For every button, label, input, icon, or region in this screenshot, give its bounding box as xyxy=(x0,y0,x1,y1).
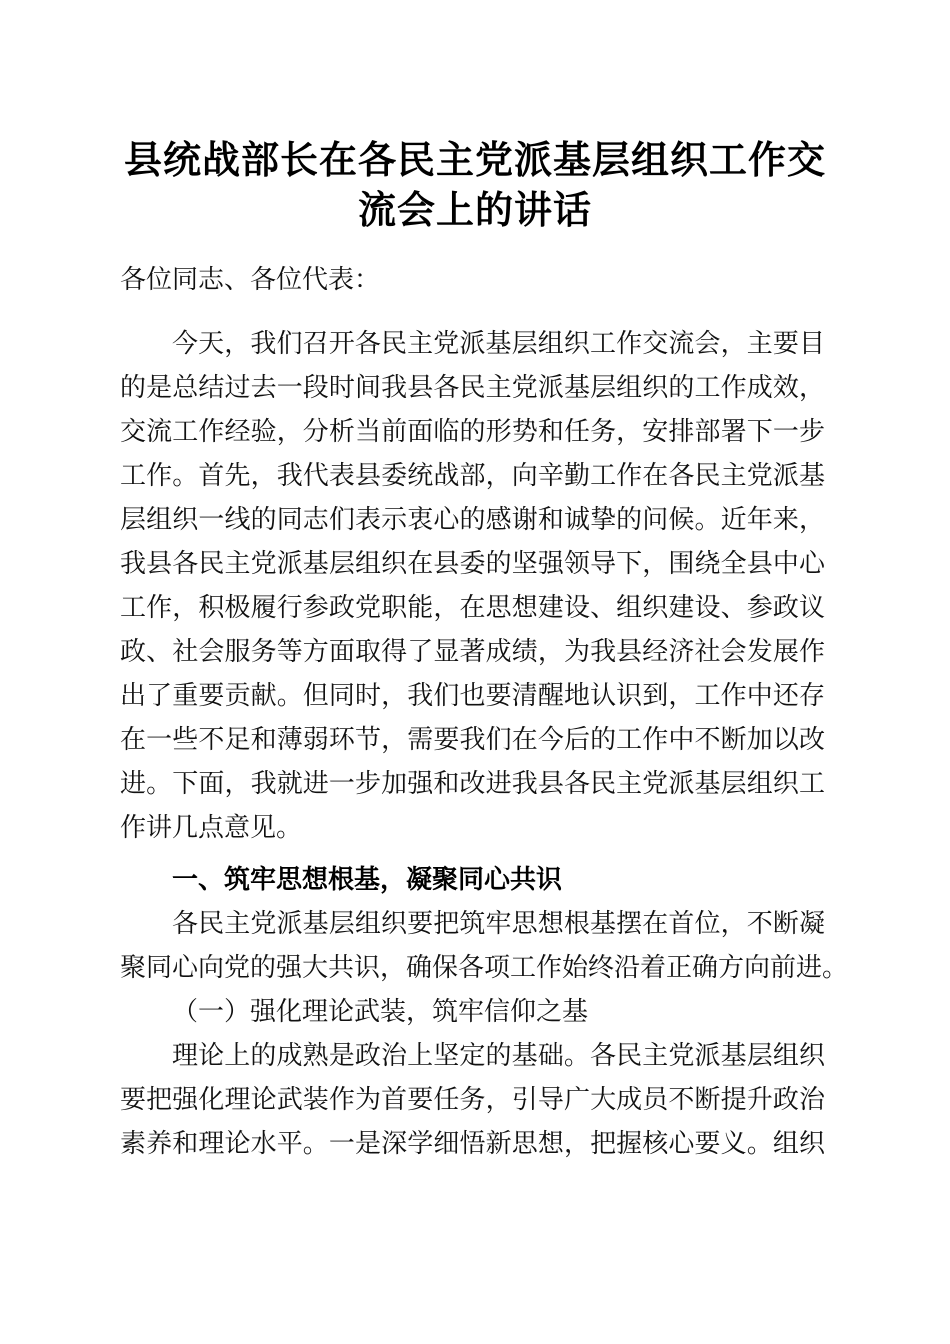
paragraph-line: 进。下面，我就进一步加强和改进我县各民主党派基层组织工 xyxy=(120,769,825,799)
paragraph-line: 作讲几点意见。 xyxy=(120,813,303,843)
paragraph-line: 各民主党派基层组织要把筑牢思想根基摆在首位，不断凝 xyxy=(172,909,825,939)
subsection-heading: （一）强化理论武装，筑牢信仰之基 xyxy=(172,997,589,1027)
paragraph-line: 素养和理论水平。一是深学细悟新思想，把握核心要义。组织 xyxy=(120,1129,825,1159)
section-heading: 一、筑牢思想根基，凝聚同心共识 xyxy=(172,865,563,895)
paragraph-line: 交流工作经验，分析当前面临的形势和任务，安排部署下一步 xyxy=(120,417,825,447)
paragraph-line: 在一些不足和薄弱环节，需要我们在今后的工作中不断加以改 xyxy=(120,725,825,755)
paragraph-line: 今天，我们召开各民主党派基层组织工作交流会，主要目 xyxy=(172,329,825,359)
paragraph-line: 出了重要贡献。但同时，我们也要清醒地认识到，工作中还存 xyxy=(120,681,825,711)
salutation: 各位同志、各位代表： xyxy=(120,265,381,295)
document-title: 县统战部长在各民主党派基层组织工作交流会上的讲话 xyxy=(123,137,826,232)
paragraph-line: 要把强化理论武装作为首要任务，引导广大成员不断提升政治 xyxy=(120,1085,825,1115)
paragraph-line: 的是总结过去一段时间我县各民主党派基层组织的工作成效， xyxy=(120,373,825,403)
paragraph-line: 理论上的成熟是政治上坚定的基础。各民主党派基层组织 xyxy=(172,1041,825,1071)
paragraph-line: 层组织一线的同志们表示衷心的感谢和诚挚的问候。近年来， xyxy=(120,505,825,535)
paragraph-line: 我县各民主党派基层组织在县委的坚强领导下，围绕全县中心 xyxy=(120,549,825,579)
paragraph-line: 政、社会服务等方面取得了显著成绩，为我县经济社会发展作 xyxy=(120,637,825,667)
paragraph-line: 聚同心向党的强大共识，确保各项工作始终沿着正确方向前进。 xyxy=(120,953,849,983)
paragraph-line: 工作。首先，我代表县委统战部，向辛勤工作在各民主党派基 xyxy=(120,461,825,491)
paragraph-line: 工作，积极履行参政党职能，在思想建设、组织建设、参政议 xyxy=(120,593,825,623)
